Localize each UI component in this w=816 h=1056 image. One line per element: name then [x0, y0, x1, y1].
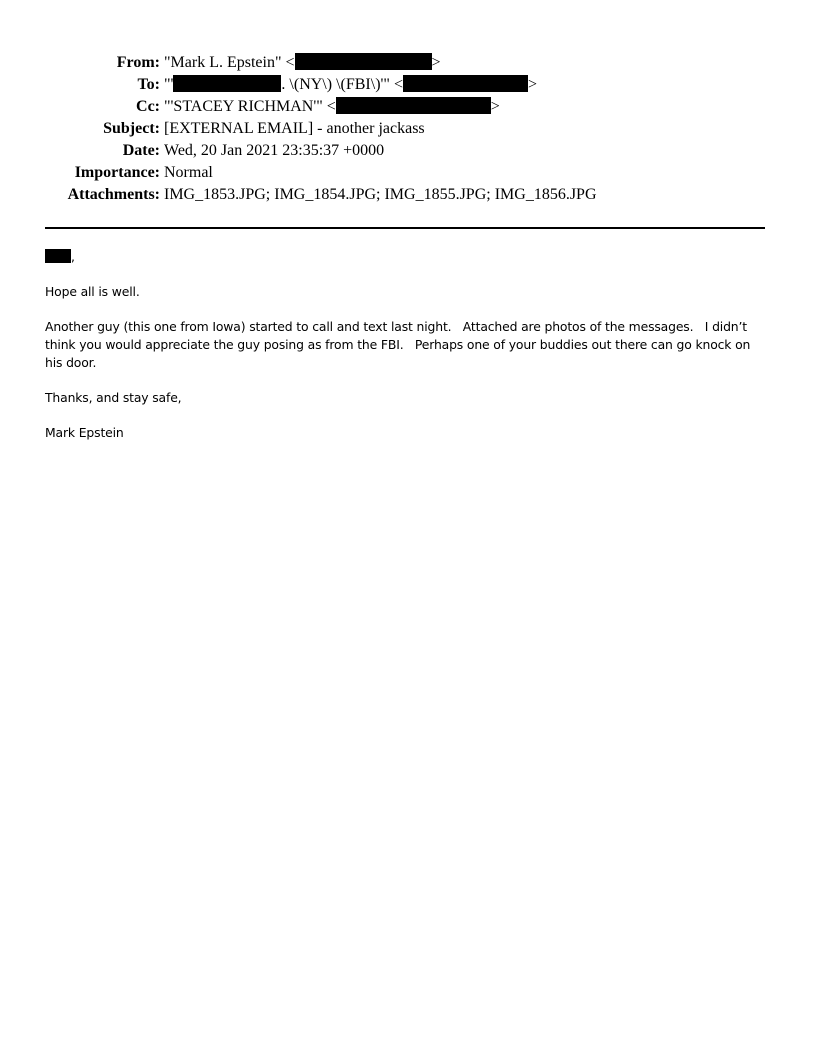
importance-label: Importance:	[74, 164, 160, 181]
subject-row	[0, 118, 816, 140]
from-row	[0, 52, 816, 74]
redaction-block	[173, 75, 281, 92]
to-label: To:	[137, 76, 160, 93]
to-name: . \(NY\) \(FBI\)'" <	[281, 76, 403, 93]
greeting	[45, 248, 770, 266]
redaction-block	[295, 53, 432, 70]
subject-value: [EXTERNAL EMAIL] - another jackass	[164, 120, 425, 137]
body-paragraph: Another guy (this one from Iowa) started to call and text last night. Attached are photos of the messages. I didn’t think you would appreciate the guy posing as from the FBI. Perhaps one of your buddies out there can go knock on his door.	[45, 319, 755, 370]
to-value	[164, 74, 537, 96]
cc-label: Cc:	[136, 98, 160, 115]
importance-row	[0, 162, 816, 184]
signature: Mark Epstein	[45, 425, 124, 440]
cc-value	[164, 96, 500, 118]
attachments-value: IMG_1853.JPG; IMG_1854.JPG; IMG_1855.JPG; IMG_1856.JPG	[164, 186, 597, 203]
date-label: Date:	[122, 142, 160, 159]
email-body	[45, 248, 770, 459]
cc-name: "'STACEY RICHMAN'" <	[164, 98, 336, 115]
importance-value: Normal	[164, 164, 213, 181]
to-row	[0, 74, 816, 96]
email-header	[0, 52, 816, 206]
closing-line: Thanks, and stay safe,	[45, 390, 182, 405]
header-divider	[45, 227, 765, 229]
to-close: >	[527, 76, 537, 93]
cc-close: >	[490, 98, 500, 115]
from-value	[164, 52, 441, 74]
greeting-comma: ,	[71, 249, 75, 264]
from-name: "Mark L. Epstein" <	[164, 54, 295, 71]
body-line: Hope all is well.	[45, 284, 140, 299]
date-row	[0, 140, 816, 162]
redaction-block	[45, 249, 71, 263]
from-label: From:	[116, 54, 160, 71]
redaction-block	[336, 97, 491, 114]
date-value: Wed, 20 Jan 2021 23:35:37 +0000	[164, 142, 385, 159]
to-open: "'	[164, 76, 174, 93]
redaction-block	[403, 75, 528, 92]
attachments-row	[0, 184, 816, 206]
attachments-label: Attachments:	[67, 186, 160, 203]
from-close: >	[431, 54, 441, 71]
subject-label: Subject:	[103, 120, 160, 137]
cc-row	[0, 96, 816, 118]
